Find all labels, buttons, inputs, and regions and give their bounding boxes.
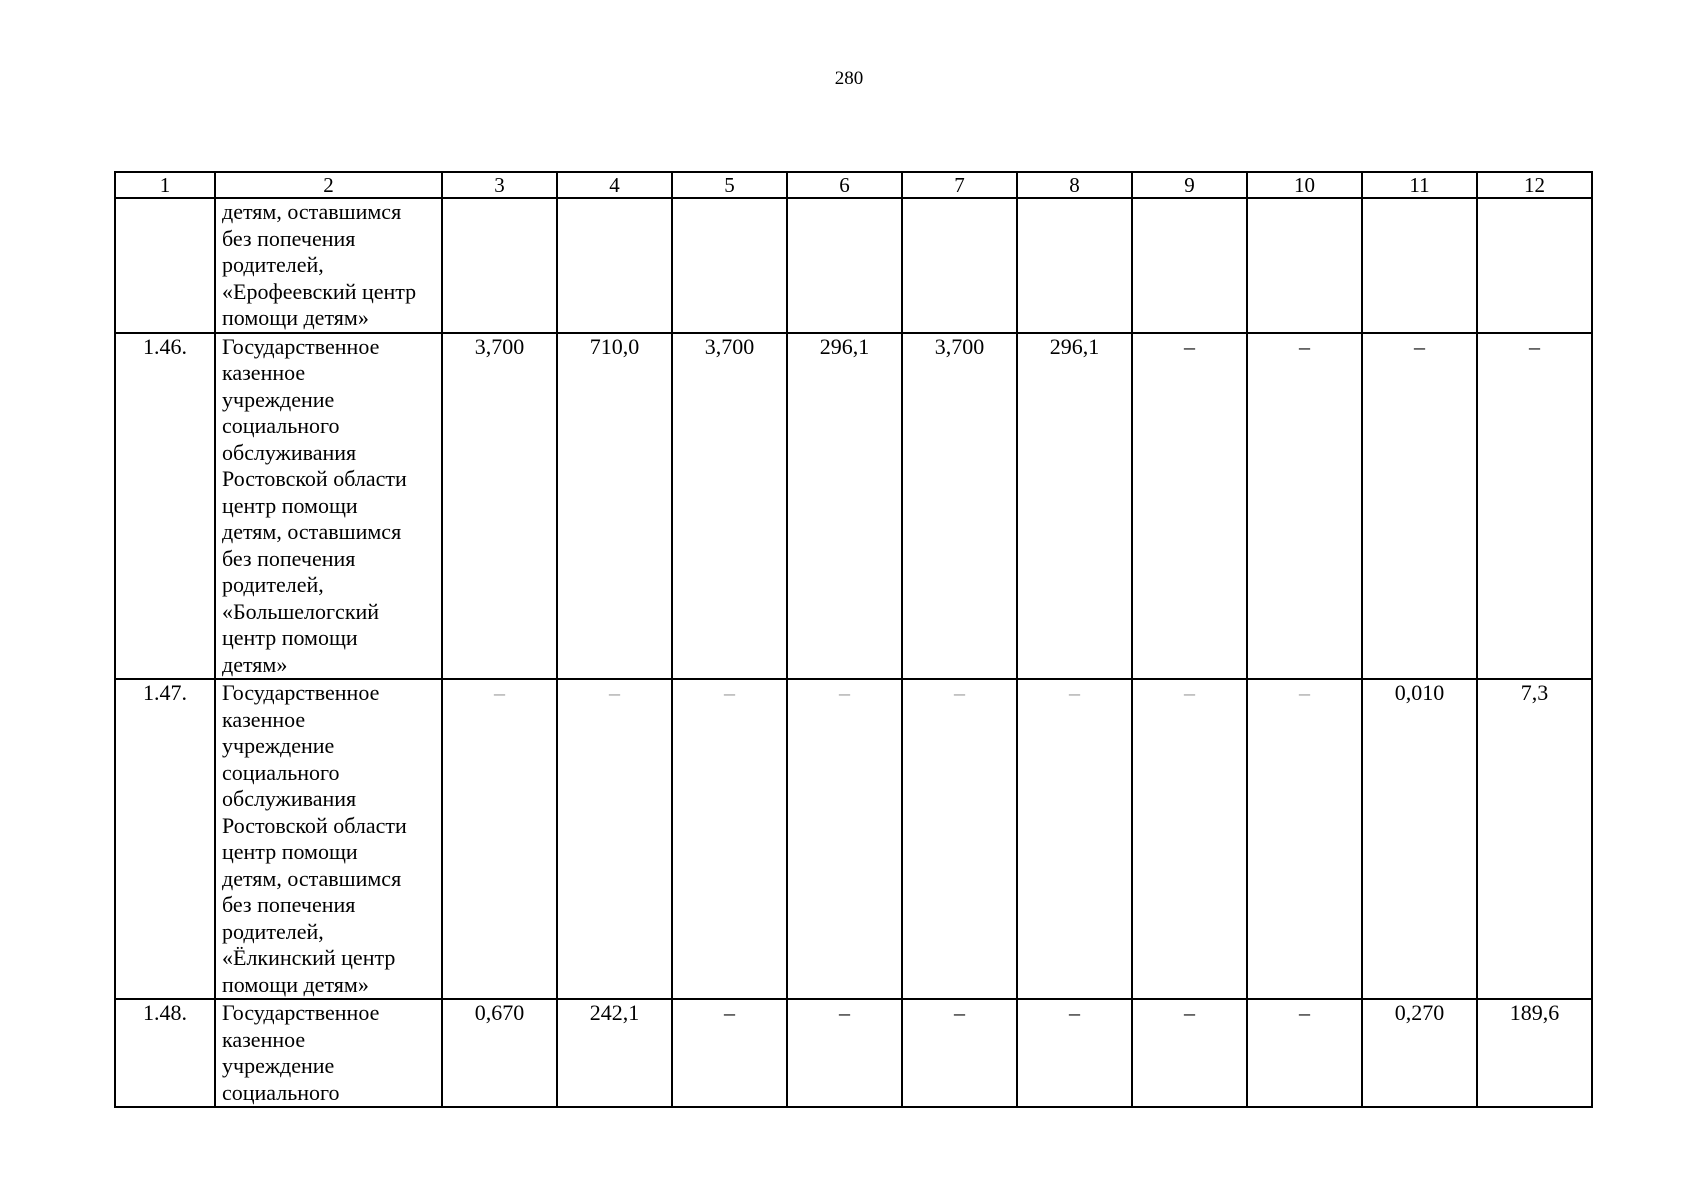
header-cell: 8 [1017, 172, 1132, 198]
name-line: Ростовской области [222, 466, 407, 491]
row-number-cell: 1.46. [115, 333, 215, 680]
value-cell: – [672, 679, 787, 999]
value-cell: – [1247, 999, 1362, 1107]
value-cell: 3,700 [902, 333, 1017, 680]
table-row [115, 333, 1592, 680]
value-cell [1132, 198, 1247, 333]
header-cell: 11 [1362, 172, 1477, 198]
value-cell: 3,700 [442, 333, 557, 680]
name-line: обслуживания [222, 439, 357, 465]
value-cell: 0,670 [442, 999, 557, 1107]
value-cell: – [1477, 333, 1592, 680]
name-line: без попечения [222, 545, 356, 571]
name-line: казенное [222, 706, 306, 732]
value-cell: – [442, 679, 557, 999]
header-cell: 6 [787, 172, 902, 198]
header-cell: 5 [672, 172, 787, 198]
header-cell: 12 [1477, 172, 1592, 198]
value-cell: – [1247, 679, 1362, 999]
value-cell: 7,3 [1477, 679, 1592, 999]
page-number: 280 [834, 68, 864, 89]
name-line: Государственное [222, 680, 380, 705]
institution-name-cell [215, 999, 442, 1107]
row-number-cell: 1.48. [115, 999, 215, 1107]
name-line: без попечения [222, 225, 356, 251]
value-cell [902, 198, 1017, 333]
name-line: «Ёлкинский центр [222, 945, 396, 970]
value-cell: 296,1 [787, 333, 902, 680]
name-line: Государственное [222, 333, 380, 359]
name-line: детям, оставшимся [222, 519, 402, 544]
value-cell [1477, 198, 1592, 333]
name-line: детям, оставшимся [222, 199, 402, 224]
name-line: родителей, [222, 918, 324, 944]
value-cell [557, 198, 672, 333]
name-line: Ростовской области [222, 812, 407, 838]
value-cell [787, 198, 902, 333]
value-cell: – [902, 999, 1017, 1107]
header-cell: 2 [215, 172, 442, 198]
name-line: помощи детям» [222, 305, 369, 330]
value-cell: – [1132, 679, 1247, 999]
value-cell: 0,270 [1362, 999, 1477, 1107]
value-cell: 0,010 [1362, 679, 1477, 999]
name-line: центр помощи [222, 492, 358, 518]
value-cell: – [672, 999, 787, 1107]
name-line: обслуживания [222, 786, 357, 811]
value-cell: – [557, 679, 672, 999]
table-row [115, 999, 1592, 1107]
value-cell: – [902, 679, 1017, 999]
value-cell [1017, 198, 1132, 333]
institution-name-cell [215, 679, 442, 999]
value-cell: – [1132, 999, 1247, 1107]
value-cell: – [1132, 333, 1247, 680]
budget-table [114, 171, 1593, 1108]
name-line: детям, оставшимся [222, 865, 402, 891]
value-cell [1362, 198, 1477, 333]
name-line: помощи детям» [222, 971, 369, 997]
header-cell: 10 [1247, 172, 1362, 198]
header-cell: 7 [902, 172, 1017, 198]
name-line: родителей, [222, 252, 324, 277]
row-number-cell: 1.47. [115, 679, 215, 999]
value-cell: 3,700 [672, 333, 787, 680]
name-line: «Ерофеевский центр [222, 278, 417, 304]
table-row [115, 679, 1592, 999]
value-cell: 242,1 [557, 999, 672, 1107]
header-cell: 3 [442, 172, 557, 198]
name-line: социального [222, 759, 340, 785]
name-line: учреждение [222, 386, 335, 412]
table-body [115, 172, 1592, 1107]
name-line: без попечения [222, 892, 356, 917]
header-row [115, 172, 1592, 198]
name-line: центр помощи [222, 839, 358, 864]
value-cell [442, 198, 557, 333]
value-cell: – [787, 999, 902, 1107]
name-line: социального [222, 413, 340, 438]
row-number-cell [115, 198, 215, 333]
value-cell: – [787, 679, 902, 999]
name-line: «Большелогский [222, 598, 380, 624]
value-cell: 189,6 [1477, 999, 1592, 1107]
institution-name-cell [215, 333, 442, 680]
name-line: учреждение [222, 1053, 335, 1078]
name-line: центр помощи [222, 625, 358, 650]
name-line: детям» [222, 651, 288, 677]
value-cell [1247, 198, 1362, 333]
name-line: Государственное [222, 1000, 380, 1025]
value-cell: – [1017, 679, 1132, 999]
value-cell: 296,1 [1017, 333, 1132, 680]
value-cell: – [1017, 999, 1132, 1107]
value-cell [672, 198, 787, 333]
name-line: казенное [222, 1026, 306, 1052]
header-cell: 4 [557, 172, 672, 198]
value-cell: – [1247, 333, 1362, 680]
value-cell: 710,0 [557, 333, 672, 680]
header-cell: 9 [1132, 172, 1247, 198]
value-cell: – [1362, 333, 1477, 680]
name-line: социального [222, 1079, 340, 1105]
institution-name-cell [215, 198, 442, 333]
name-line: учреждение [222, 733, 335, 758]
name-line: родителей, [222, 572, 324, 597]
name-line: казенное [222, 360, 306, 385]
header-cell: 1 [115, 172, 215, 198]
table-row [115, 198, 1592, 333]
